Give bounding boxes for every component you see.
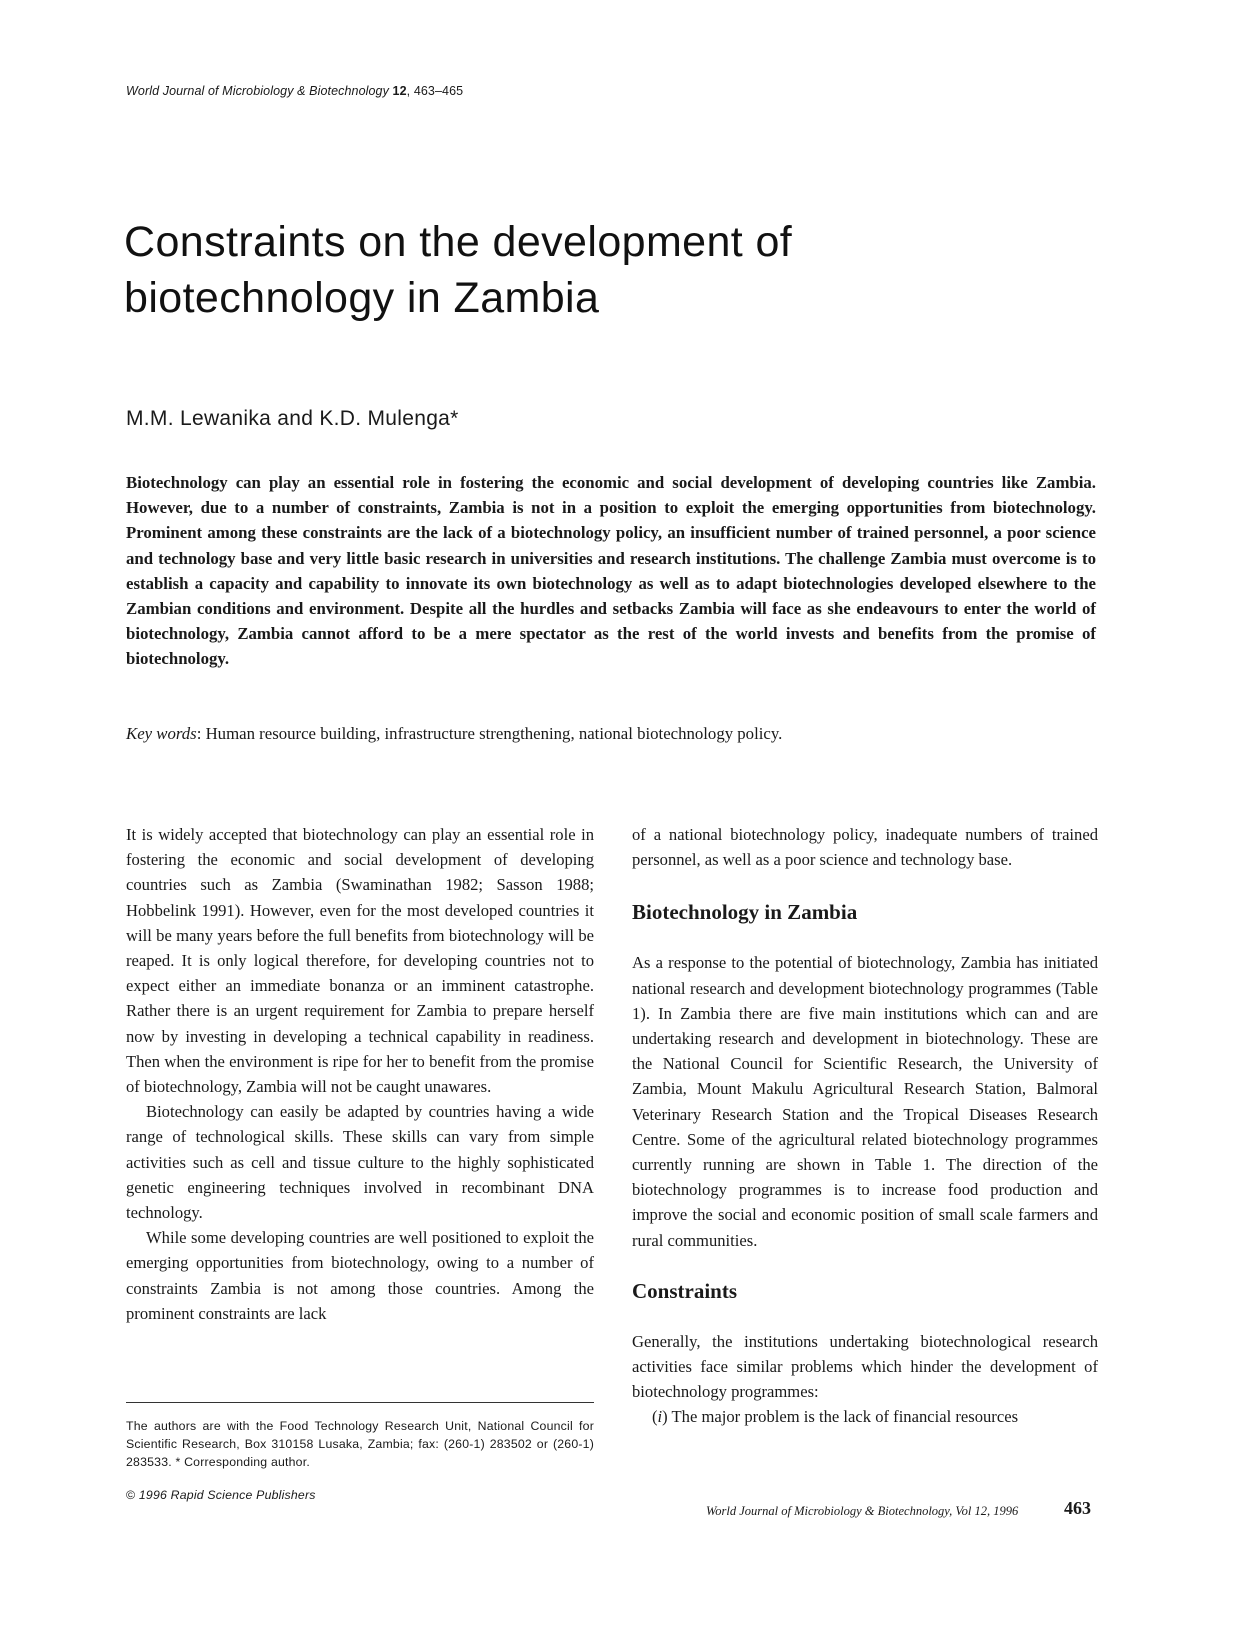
- running-header: World Journal of Microbiology & Biotechnology 12, 463–465: [126, 84, 464, 98]
- article-title: [124, 214, 1024, 326]
- list-item: (i) The major problem is the lack of financial resources: [652, 1407, 1019, 1427]
- author-list: M.M. Lewanika and K.D. Mulenga*: [126, 407, 459, 430]
- section-heading-constraints: Constraints: [632, 1278, 738, 1303]
- journal-name: World Journal of Microbiology & Biotechnology: [126, 84, 389, 98]
- abstract: Biotechnology can play an essential role in fostering the economic and social development of developing countries like Zambia. However, due to a number of constraints, Zambia is not in a position to exploit the emerging opportunities from biotechnology. Prominent among these constraints are the lack of a biotechnology policy, an insufficient number of trained personnel, a poor science and technology base and very little basic research in universities and research institutions. The challenge Zambia must overcome is to establish a capacity and capability to innovate its own biotechnology as well as to adapt biotechnologies developed elsewhere to the Zambian conditions and environment. Despite all the hurdles and setbacks Zambia will face as she endeavours to enter the world of biotechnology, Zambia cannot afford to be a mere spectator as the rest of the world invests and benefits from the promise of biotechnology.: [126, 473, 1096, 669]
- body-paragraph: It is widely accepted that biotechnology can play an essential role in fostering the economic and social development of developing countries such as Zambia (Swaminathan 1982; Sasson 1988; Hobbelink 1991). However, even for the most developed countries it will be many years before the full benefits from biotechnology will be reaped. It is only logical therefore, for developing countries not to expect either an immediate bonanza or an imminent catastrophe. Rather there is an urgent requirement for Zambia to prepare herself now by investing in developing a technical capability in readiness. Then when the environment is ripe for her to benefit from the promise of biotechnology, Zambia will not be caught unawares.: [126, 825, 594, 1097]
- body-paragraph: Biotechnology can easily be adapted by countries having a wide range of technological skills. These skills can vary from simple activities such as cell and tissue culture to the highly sophisticated genetic engineering techniques involved in recombinant DNA technology.: [126, 1102, 594, 1223]
- right-column: [632, 822, 1098, 1430]
- page-range: 463–465: [413, 84, 464, 98]
- keywords-label: Key words: [126, 724, 197, 743]
- body-paragraph: While some developing countries are well positioned to exploit the emerging opportunities from biotechnology, owing to a number of constraints Zambia is not among those countries. Among the prominent constraints are lack: [126, 1228, 594, 1323]
- list-item-text: The major problem is the lack of financial resources: [671, 1407, 1019, 1427]
- title-line-1: Constraints on the development of: [124, 218, 793, 266]
- section-heading-biotechnology-in-zambia: Biotechnology in Zambia: [632, 900, 858, 925]
- author-affiliation-footnote: The authors are with the Food Technology Research Unit, National Council for Scientific Research, Box 310158 Lusaka, Zambia; fax: (260-1) 283502 or (260-1) 283533. * Corresponding author.: [126, 1419, 594, 1469]
- keywords-text: Human resource building, infrastructure strengthening, national biotechnology policy.: [205, 724, 783, 743]
- copyright-text: 1996 Rapid Science Publishers: [138, 1488, 316, 1502]
- page-number: 463: [1064, 1498, 1091, 1518]
- body-paragraph: Generally, the institutions undertaking biotechnological research activities face similar problems which hinder the development of biotechnology programmes:: [632, 1331, 1098, 1402]
- left-column: [126, 822, 594, 1326]
- title-line-2: biotechnology in Zambia: [124, 274, 600, 322]
- copyright-icon: ©: [126, 1488, 136, 1502]
- copyright-notice: [126, 1488, 316, 1502]
- volume-number: 12: [392, 84, 407, 98]
- keywords: Key words: Human resource building, infrastructure strengthening, national biotechnology policy.: [126, 724, 783, 743]
- body-paragraph: of a national biotechnology policy, inadequate numbers of trained personnel, as well as a poor science and technology base.: [632, 825, 1098, 870]
- body-paragraph: As a response to the potential of biotechnology, Zambia has initiated national research and development biotechnology programmes (Table 1). In Zambia there are five main institutions which can and are undertaking research and development in biotechnology. These are the National Council for Scientific Research, the University of Zambia, Mount Makulu Agricultural Research Station, Balmoral Veterinary Research Station and the Tropical Diseases Research Centre. Some of the agricultural related biotechnology programmes currently running are shown in Table 1. The direction of the biotechnology programmes is to increase food production and improve the social and economic position of small scale farmers and rural communities.: [632, 953, 1098, 1250]
- footnote-divider: [126, 1402, 594, 1403]
- list-item-marker: i: [657, 1407, 663, 1427]
- running-footer: World Journal of Microbiology & Biotechnology, Vol 12, 1996: [706, 1504, 1019, 1518]
